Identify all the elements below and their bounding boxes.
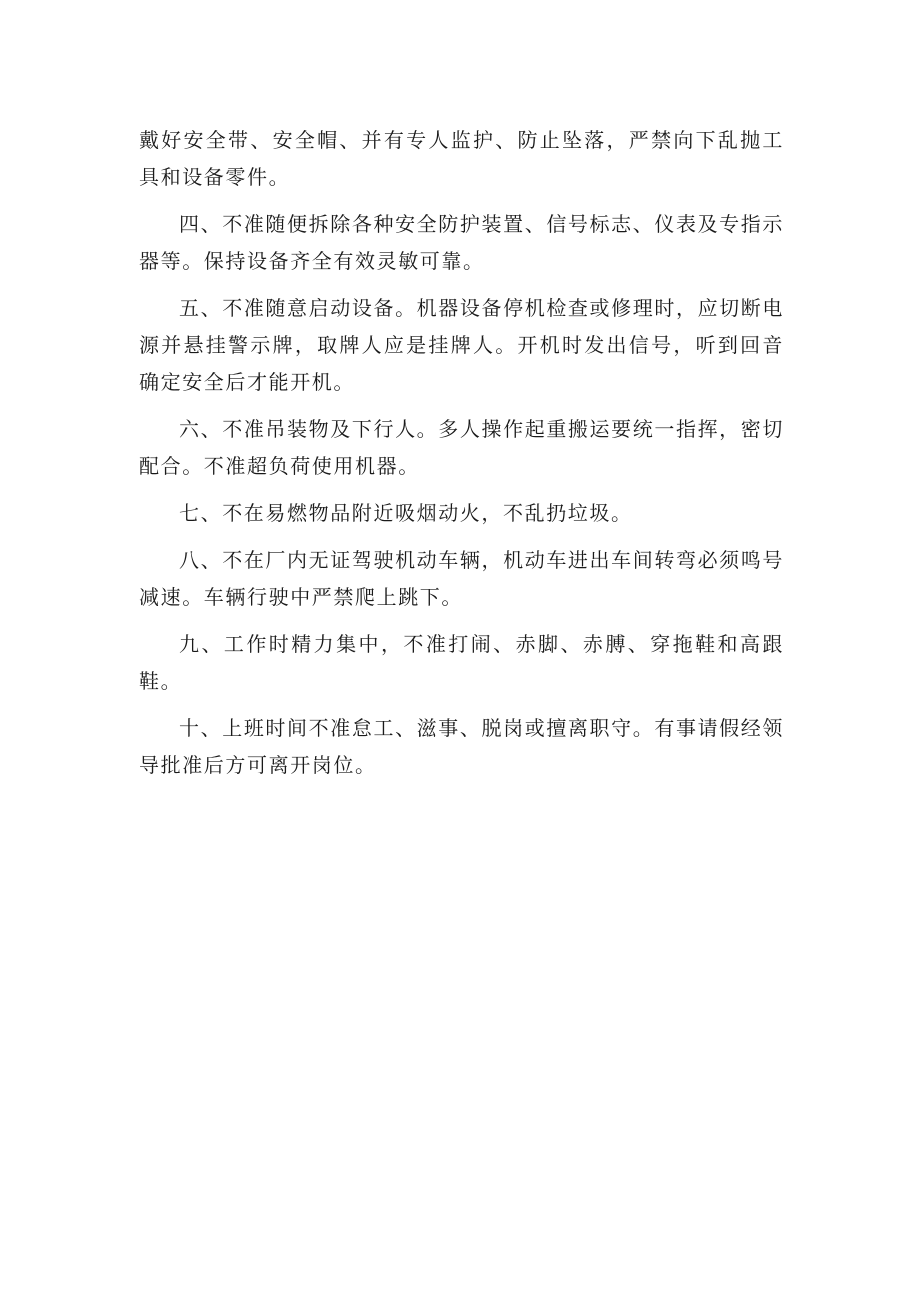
paragraph-rule-8: 八、不在厂内无证驾驶机动车辆，机动车进出车间转弯必须鸣号减速。车辆行驶中严禁爬上跳下。	[139, 548, 784, 609]
paragraph-rule-10: 十、上班时间不准怠工、滋事、脱岗或擅离职守。有事请假经领导批准后方可离开岗位。	[139, 716, 784, 777]
document-body	[139, 122, 784, 794]
paragraph-rule-4: 四、不准随便拆除各种安全防护装置、信号标志、仪表及专指示器等。保持设备齐全有效灵敏可靠。	[139, 212, 784, 273]
paragraph-rule-5: 五、不准随意启动设备。机器设备停机检查或修理时，应切断电源并悬挂警示牌，取牌人应是挂牌人。开机时发出信号，听到回音确定安全后才能开机。	[139, 296, 784, 394]
paragraph-rule-6: 六、不准吊装物及下行人。多人操作起重搬运要统一指挥，密切配合。不准超负荷使用机器。	[139, 417, 784, 478]
paragraph-rule-9: 九、工作时精力集中，不准打闹、赤脚、赤膊、穿拖鞋和高跟鞋。	[139, 632, 784, 693]
paragraph-rule-7: 七、不在易燃物品附近吸烟动火，不乱扔垃圾。	[179, 501, 633, 525]
paragraph-continuation: 戴好安全带、安全帽、并有专人监护、防止坠落，严禁向下乱抛工具和设备零件。	[139, 128, 784, 189]
